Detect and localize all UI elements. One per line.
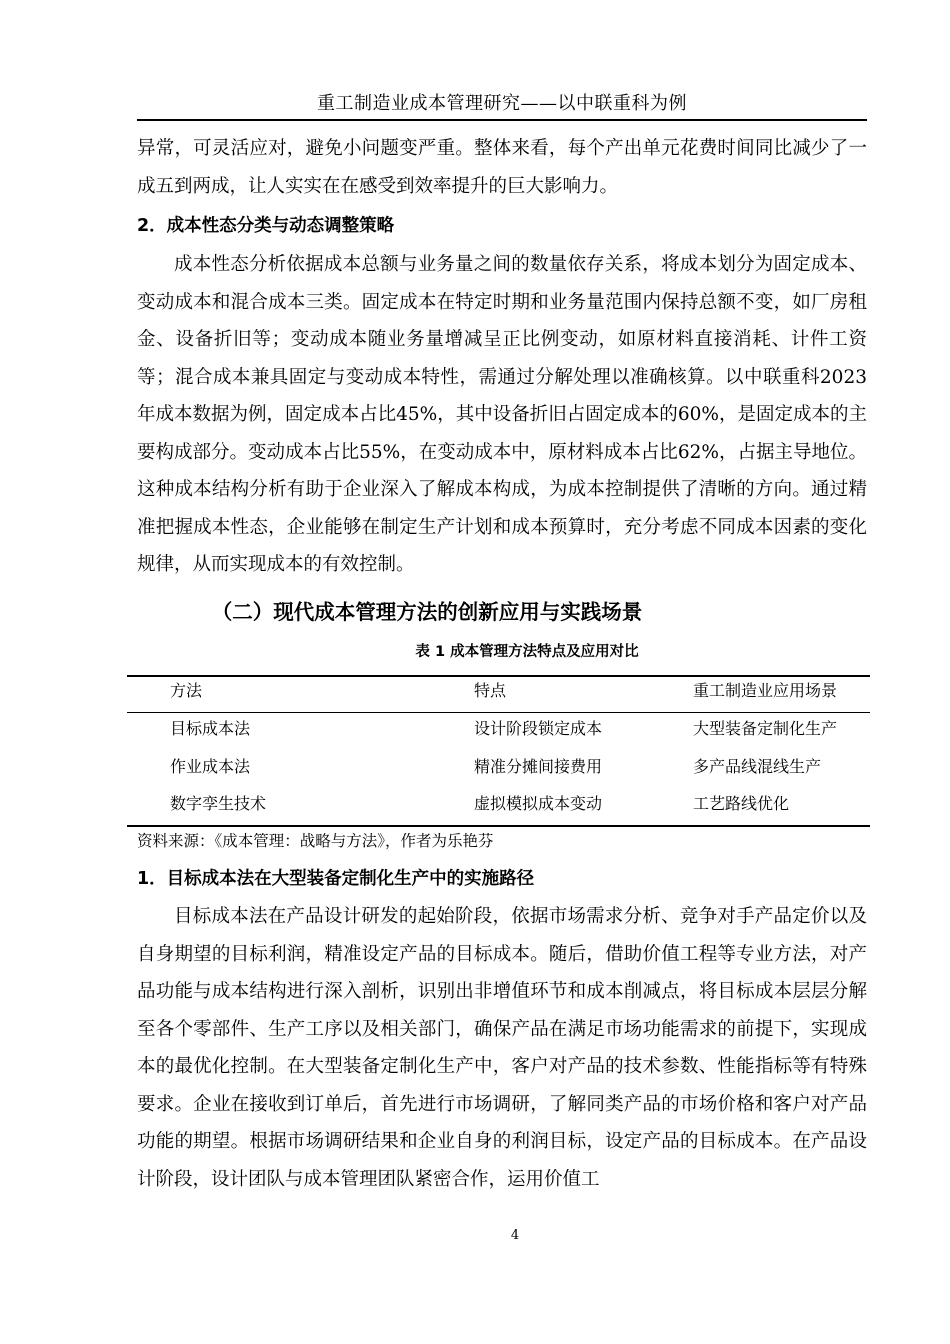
table-cell: 多产品线混线生产 bbox=[693, 757, 822, 776]
paragraph-target-cost: 目标成本法在产品设计研发的起始阶段，依据市场需求分析、竞争对手产品定价以及自身期望的目标利润，精准设定产品的目标成本。随后，借助价值工程等专业方法，对产品功能与成本结构进行深入剖析，识别出非增值环节和成本削减点，将目标成本层层分解至各个零部件、生产工序以及相关部门，确保产品在满足市场功能需求的前提下，实现成本的最优化控制。在大型装备定制化生产中，客户对产品的技术参数、性能指标等有特殊要求。企业在接收到订单后，首先进行市场调研，了解同类产品的市场价格和客户对产品功能的期望。根据市场调研结果和企业自身的利润目标，设定产品的目标成本。在产品设计阶段，设计团队与成本管理团队紧密合作，运用价值工 bbox=[137, 906, 867, 1190]
table-cell: 目标成本法 bbox=[170, 719, 251, 738]
table-cell: 数字孪生技术 bbox=[170, 794, 267, 813]
page-number: 4 bbox=[510, 1228, 520, 1243]
chapter-heading: （二）现代成本管理方法的创新应用与实践场景 bbox=[211, 600, 643, 624]
table-header-rule bbox=[127, 712, 870, 713]
table-cell: 大型装备定制化生产 bbox=[693, 719, 838, 738]
table-top-rule bbox=[127, 675, 870, 677]
table-cell: 工艺路线优化 bbox=[693, 794, 790, 813]
table-caption: 表 1 成本管理方法特点及应用对比 bbox=[415, 644, 639, 660]
table-bottom-rule bbox=[127, 825, 870, 827]
running-header: 重工制造业成本管理研究——以中联重科为例 bbox=[317, 93, 687, 114]
header-cell-scenario: 重工制造业应用场景 bbox=[693, 681, 838, 700]
table-source-note: 资料来源：《成本管理：战略与方法》，作者为乐艳芬 bbox=[137, 832, 494, 850]
table-cell: 精准分摊间接费用 bbox=[474, 757, 603, 776]
paragraph-continuation: 异常，可灵活应对，避免小问题变严重。整体来看，每个产出单元花费时间同比减少了一成五到两成，让人实实在在感受到效率提升的巨大影响力。 bbox=[137, 138, 867, 197]
header-rule bbox=[137, 119, 867, 121]
table-cell: 虚拟模拟成本变动 bbox=[474, 794, 603, 813]
table-cell: 作业成本法 bbox=[170, 757, 251, 776]
paragraph-cost-behavior: 成本性态分析依据成本总额与业务量之间的数量依存关系，将成本划分为固定成本、变动成本和混合成本三类。固定成本在特定时期和业务量范围内保持总额不变，如厂房租金、设备折旧等；变动成本随业务量增减呈正比例变动，如原材料直接消耗、计件工资等；混合成本兼具固定与变动成本特性，需通过分解处理以准确核算。以中联重科2023年成本数据为例，固定成本占比45%，其中设备折旧占固定成本的60%，是固定成本的主要构成部分。变动成本占比55%，在变动成本中，原材料成本占比62%，占据主导地位。这种成本结构分析有助于企业深入了解成本构成，为成本控制提供了清晰的方向。通过精准把握成本性态，企业能够在制定生产计划和成本预算时，充分考虑不同成本因素的变化规律，从而实现成本的有效控制。 bbox=[137, 254, 867, 575]
section-heading-target-cost: 1．目标成本法在大型装备定制化生产中的实施路径 bbox=[137, 869, 535, 889]
header-cell-method: 方法 bbox=[170, 681, 203, 700]
section-heading-cost-behavior: 2．成本性态分类与动态调整策略 bbox=[137, 216, 395, 236]
header-cell-feature: 特点 bbox=[474, 681, 507, 700]
table-cell: 设计阶段锁定成本 bbox=[474, 719, 603, 738]
